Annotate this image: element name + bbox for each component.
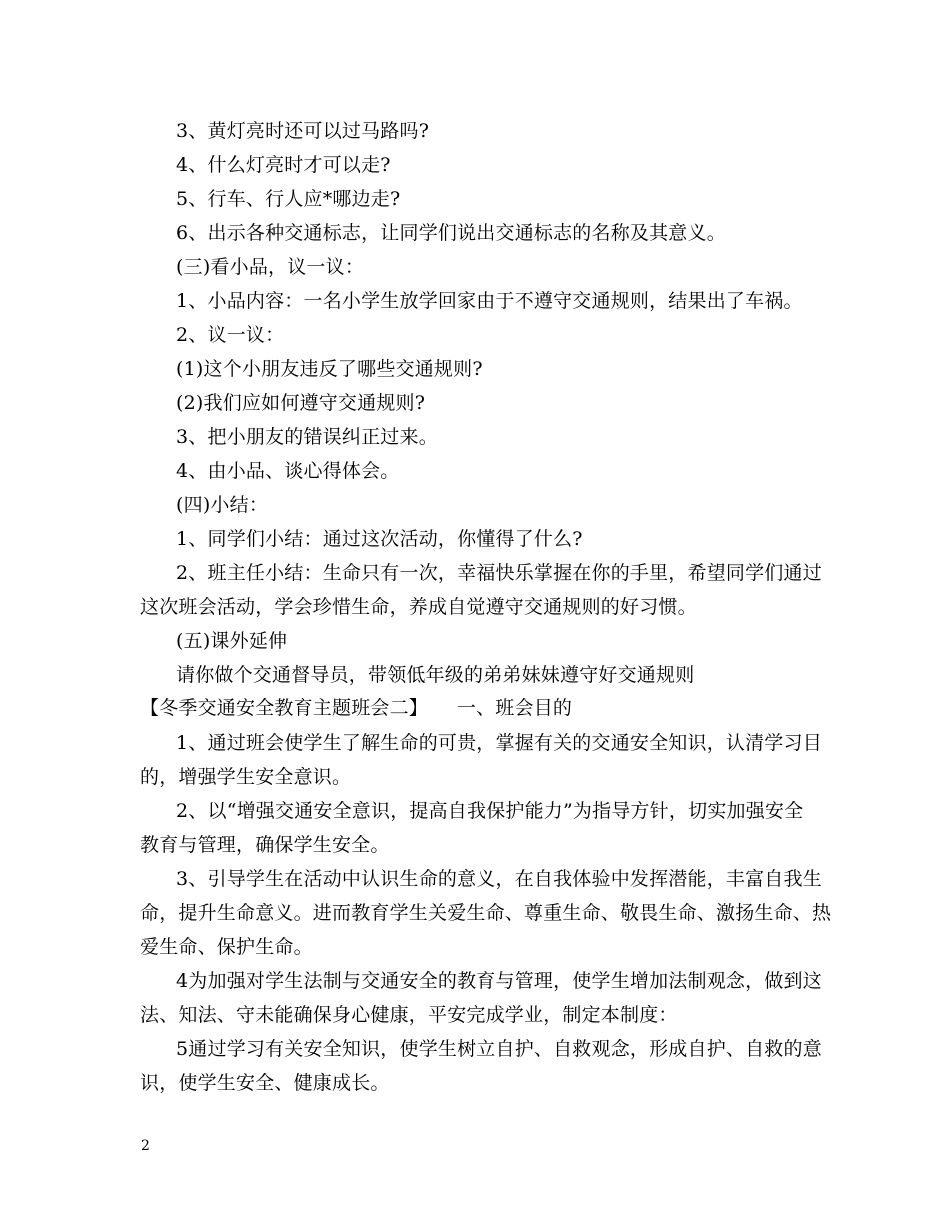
text-line: 3、把小朋友的错误纠正过来。 — [176, 426, 438, 448]
text-line: 2、议一议： — [176, 324, 285, 346]
text-line: 2、班主任小结：生命只有一次，幸福快乐掌握在你的手里，希望同学们通过 — [176, 562, 822, 584]
section-heading: (五)课外延伸 — [176, 630, 288, 652]
section-heading: (三)看小品，议一议： — [176, 256, 365, 278]
text-line: 3、引导学生在活动中认识生命的意义，在自我体验中发挥潜能，丰富自我生 — [176, 868, 822, 890]
text-line: 4、什么灯亮时才可以走? — [176, 154, 391, 176]
text-line: 爱生命、保护生命。 — [140, 936, 313, 958]
section-heading: (四)小结： — [176, 494, 269, 516]
text-line: 教育与管理，确保学生安全。 — [140, 834, 390, 856]
page-number: 2 — [141, 1138, 150, 1154]
text-line: 法、知法、守未能确保身心健康，平安完成学业，制定本制度： — [140, 1004, 678, 1026]
text-line: 识，使学生安全、健康成长。 — [140, 1072, 390, 1094]
text-line: 5通过学习有关安全知识，使学生树立自护、自救观念，形成自护、自救的意 — [176, 1038, 822, 1060]
text-line: 3、黄灯亮时还可以过马路吗? — [176, 120, 430, 142]
text-line: 6、出示各种交通标志，让同学们说出交通标志的名称及其意义。 — [176, 222, 726, 244]
text-line: 5、行车、行人应*哪边走? — [176, 188, 401, 210]
text-line: 4为加强对学生法制与交通安全的教育与管理，使学生增加法制观念，做到这 — [176, 970, 822, 992]
text-line: 命，提升生命意义。进而教育学生关爱生命、尊重生命、敬畏生命、激扬生命、热 — [140, 902, 832, 924]
text-line: 4、由小品、谈心得体会。 — [176, 460, 400, 482]
text-line: 1、小品内容：一名小学生放学回家由于不遵守交通规则，结果出了车祸。 — [176, 290, 803, 312]
title-line: 【冬季交通安全教育主题班会二】 一、班会目的 — [140, 697, 573, 719]
text-line: 的，增强学生安全意识。 — [140, 766, 352, 788]
text-line: 1、同学们小结：通过这次活动，你懂得了什么? — [176, 528, 583, 550]
text-line: 1、通过班会使学生了解生命的可贵，掌握有关的交通安全知识，认清学习目 — [176, 732, 822, 754]
text-line: (1)这个小朋友违反了哪些交通规则? — [176, 358, 483, 380]
text-line: 这次班会活动，学会珍惜生命，养成自觉遵守交通规则的好习惯。 — [140, 596, 697, 618]
text-line: (2)我们应如何遵守交通规则? — [176, 392, 426, 414]
text-line: 请你做个交通督导员，带领低年级的弟弟妹妹遵守好交通规则 — [176, 664, 695, 686]
text-line: 2、以“增强交通安全意识，提高自我保护能力”为指导方针，切实加强安全 — [176, 800, 804, 822]
